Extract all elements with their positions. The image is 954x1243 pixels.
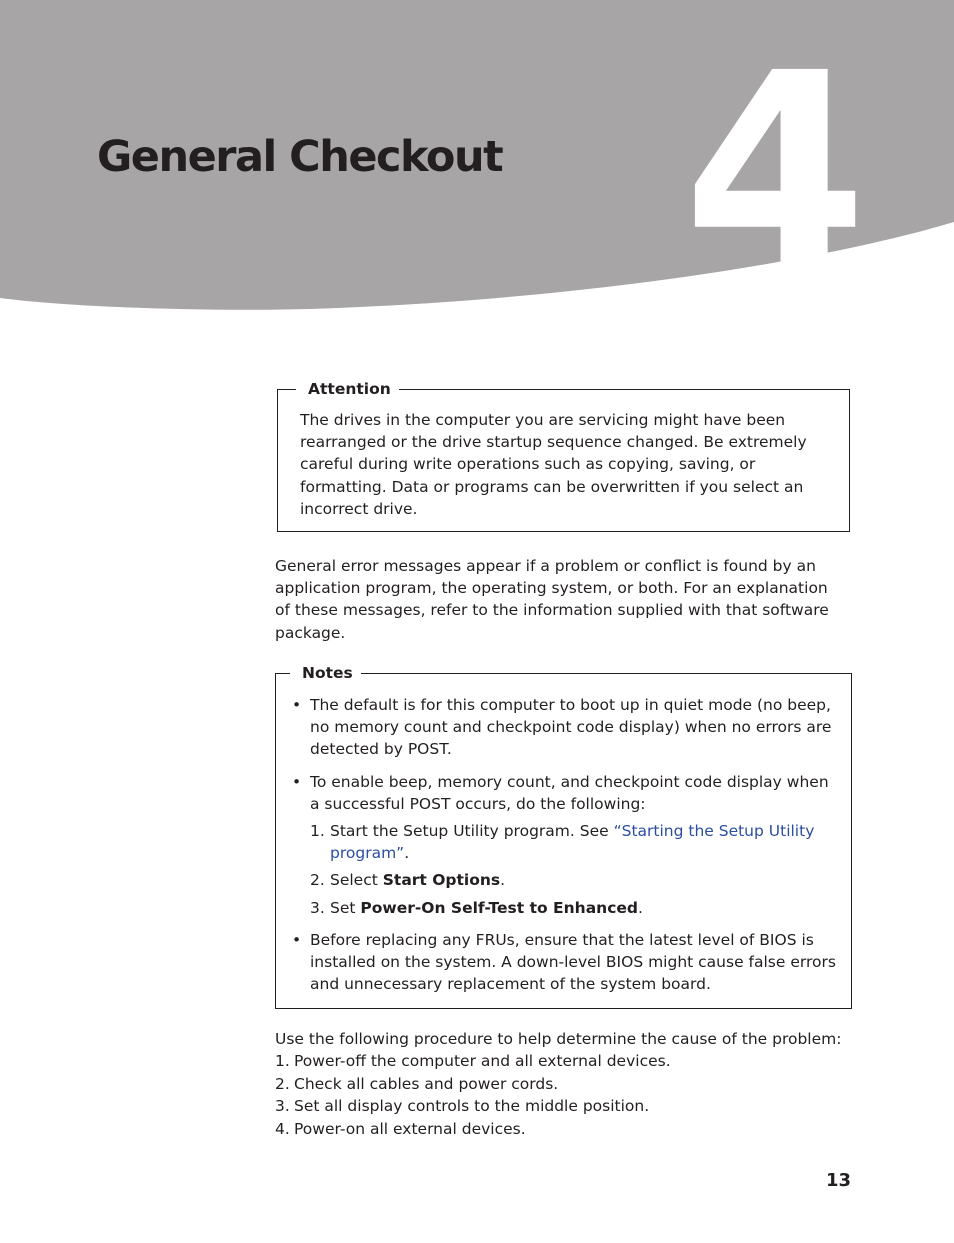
notes-step [310, 820, 837, 864]
step-number: 4. [275, 1119, 290, 1138]
notes-box [275, 664, 852, 1009]
step-suffix: . [500, 871, 506, 890]
notes-step [310, 869, 837, 891]
step-text: Power-off the computer and all external devices. [294, 1052, 671, 1071]
bullet-glyph: • [292, 772, 302, 791]
notes-bullet-text: Before replacing any FRUs, ensure that the latest level of BIOS is installed on the system. A down-level BIOS might cause false errors and unnecessary replacement of the system board. [310, 930, 836, 994]
procedure-section [275, 1028, 875, 1140]
step-text: Check all cables and power cords. [294, 1074, 559, 1093]
chapter-number: 4 [683, 17, 860, 320]
step-text: Select [330, 871, 383, 890]
notes-bullet-text: To enable beep, memory count, and checkpoint code display when a successful POST occurs, do the following: [310, 772, 829, 813]
procedure-step [275, 1095, 875, 1117]
notes-bullet-text: The default is for this computer to boot up in quiet mode (no beep, no memory count and checkpoint code display) when no errors are detected by POST. [310, 696, 832, 759]
notes-step [310, 897, 837, 919]
step-number: 3. [310, 898, 325, 917]
procedure-step [275, 1118, 875, 1140]
step-text: Start the Setup Utility program. See [330, 822, 614, 841]
step-text: Set [330, 898, 361, 917]
chapter-title: General Checkout [97, 132, 503, 182]
notes-label: Notes [290, 663, 361, 683]
step-number: 3. [275, 1097, 290, 1116]
setup-utility-link[interactable]: “Starting the Setup Utility program” [330, 822, 815, 863]
procedure-step [275, 1050, 875, 1072]
notes-bullet [292, 771, 837, 919]
attention-text: The drives in the computer you are servicing might have been rearranged or the drive startup sequence changed. Be extremely careful during write operations such as copying, saving, or formatting. Data or programs can be overwritten if you select an incorrect drive. [300, 411, 807, 518]
page-number: 13 [825, 1170, 851, 1191]
bullet-glyph: • [292, 696, 302, 714]
step-bold: Start Options [382, 871, 501, 890]
step-suffix: . [404, 844, 410, 863]
step-bold: Power-On Self-Test to Enhanced [360, 898, 638, 917]
step-number: 2. [275, 1074, 290, 1093]
notes-bullet [292, 694, 837, 761]
step-number: 1. [275, 1052, 290, 1071]
step-text: Set all display controls to the middle position. [294, 1097, 650, 1116]
step-number: 1. [310, 822, 325, 841]
step-text: Power-on all external devices. [294, 1119, 526, 1138]
attention-label: Attention [296, 379, 399, 399]
step-suffix: . [638, 898, 643, 917]
step-number: 2. [310, 871, 325, 890]
intro-paragraph: General error messages appear if a problem or conflict is found by an application program, the operating system, or both. For an explanation of these messages, refer to the information supplied with that software package. [275, 557, 829, 642]
notes-bullet [292, 929, 837, 996]
bullet-glyph: • [292, 930, 302, 949]
procedure-step [275, 1073, 875, 1095]
notes-list [292, 694, 837, 1005]
attention-box [277, 380, 850, 532]
procedure-intro: Use the following procedure to help determine the cause of the problem: [275, 1030, 842, 1048]
